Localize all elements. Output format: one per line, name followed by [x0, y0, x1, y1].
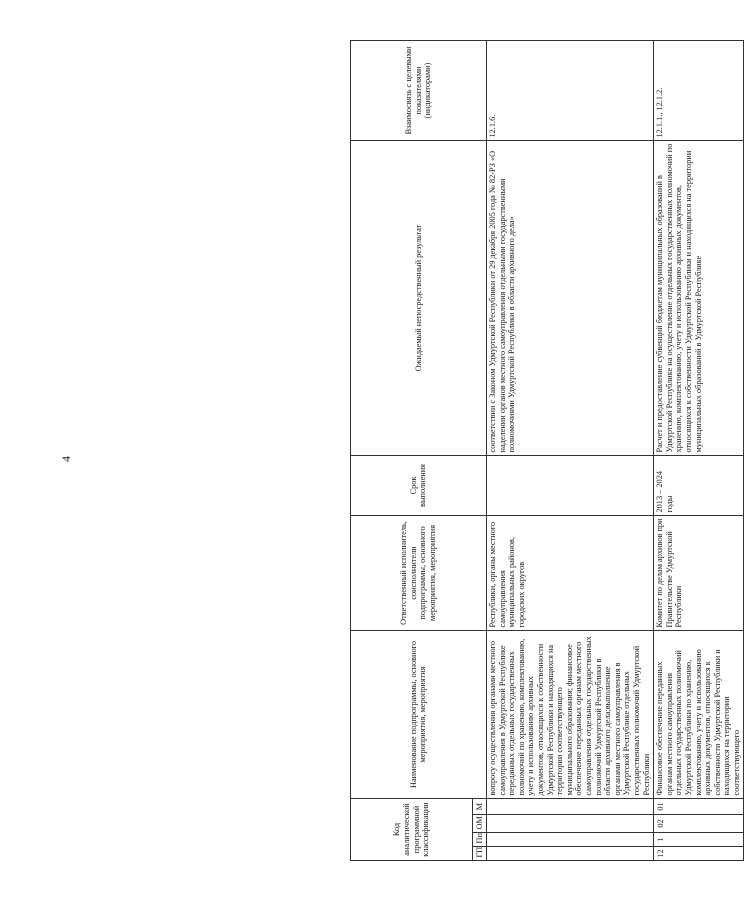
header-gp: ГП: [473, 847, 487, 861]
cell-m: 01: [653, 798, 743, 814]
cell-gp: [486, 847, 653, 861]
table-row: [653, 40, 743, 860]
cell-pp: 1: [653, 833, 743, 847]
cell-name: Финансовое обеспечение переданных органам местного самоуправления отдельных государственных полномочий Удмуртской Республики по хранению, комплектованию, учету и использованию архивных документов, относящихся к собственности Удмуртской Республики и находящихся на территории соответствующего: [653, 630, 743, 798]
cell-result: Расчет и предоставление субвенций бюджетам муниципальных образований в Удмуртской Республике на осуществление отдельных государственных полномочий по хранению, комплектованию, учету и использованию архивных документов, относящихся к собственности Удмуртской Республики и находящихся на территории муниципальных образований в Удмуртской Республике: [653, 140, 743, 455]
header-code-group: Код аналитической программной классификации: [351, 798, 473, 860]
header-executor: Ответственный исполнитель, соисполнители подпрограммы, основного мероприятия, мероприятия: [351, 515, 487, 630]
program-table: [350, 40, 744, 861]
cell-m: [486, 798, 653, 814]
header-om: ОМ: [473, 815, 487, 833]
cell-om: [486, 815, 653, 833]
table-row: [486, 40, 653, 860]
header-m: М: [473, 798, 487, 814]
page-number: 4: [59, 456, 73, 462]
header-name: Наименование подпрограммы, основного мероприятия, мероприятия: [351, 630, 487, 798]
cell-pp: [486, 833, 653, 847]
header-row-1: [351, 40, 473, 860]
cell-gp: 12: [653, 847, 743, 861]
cell-link: 12.1.1., 12.1.2.: [653, 40, 743, 140]
header-result: Ожидаемый непосредственный результат: [351, 140, 487, 455]
cell-executor: Комитет по делам архивов при Правительстве Удмуртской Республики: [653, 515, 743, 630]
cell-term: 2013 – 2024 годы: [653, 455, 743, 515]
cell-om: 02: [653, 815, 743, 833]
cell-name: вопросу осуществления органами местного самоуправления в Удмуртской Республике переданных отдельных государственных полномочий по хранению, комплектованию, учету и использованию архивных документов, относящихся к собственности Удмуртской Республики и находящихся на территории соответствующего муниципального образования; финансовое обеспечение переданных органам местного самоуправления отдельных государственных полномочий Удмуртской Республики в области архивного дела;выполнение органами местного самоуправления в Удмуртской Республике отдельных государственных полномочий Удмуртской Республики: [486, 630, 653, 798]
table-container: [350, 41, 741, 861]
cell-link: 12.1.6.: [486, 40, 653, 140]
header-link: Взаимосвязь с целевыми показателями (индикаторами): [351, 40, 487, 140]
cell-result: соответствии с Законом Удмуртской Республики от 29 декабря 2005 года № 82-РЗ «О наделении органов местного самоуправления отдельными государственными полномочиями Удмуртской Республики в области архивного дела»: [486, 140, 653, 455]
header-term: Срок выполнения: [351, 455, 487, 515]
header-pp: Пп: [473, 833, 487, 847]
cell-executor: Республики, органы местного самоуправления муниципальных районов, городских округов: [486, 515, 653, 630]
cell-term: [486, 455, 653, 515]
